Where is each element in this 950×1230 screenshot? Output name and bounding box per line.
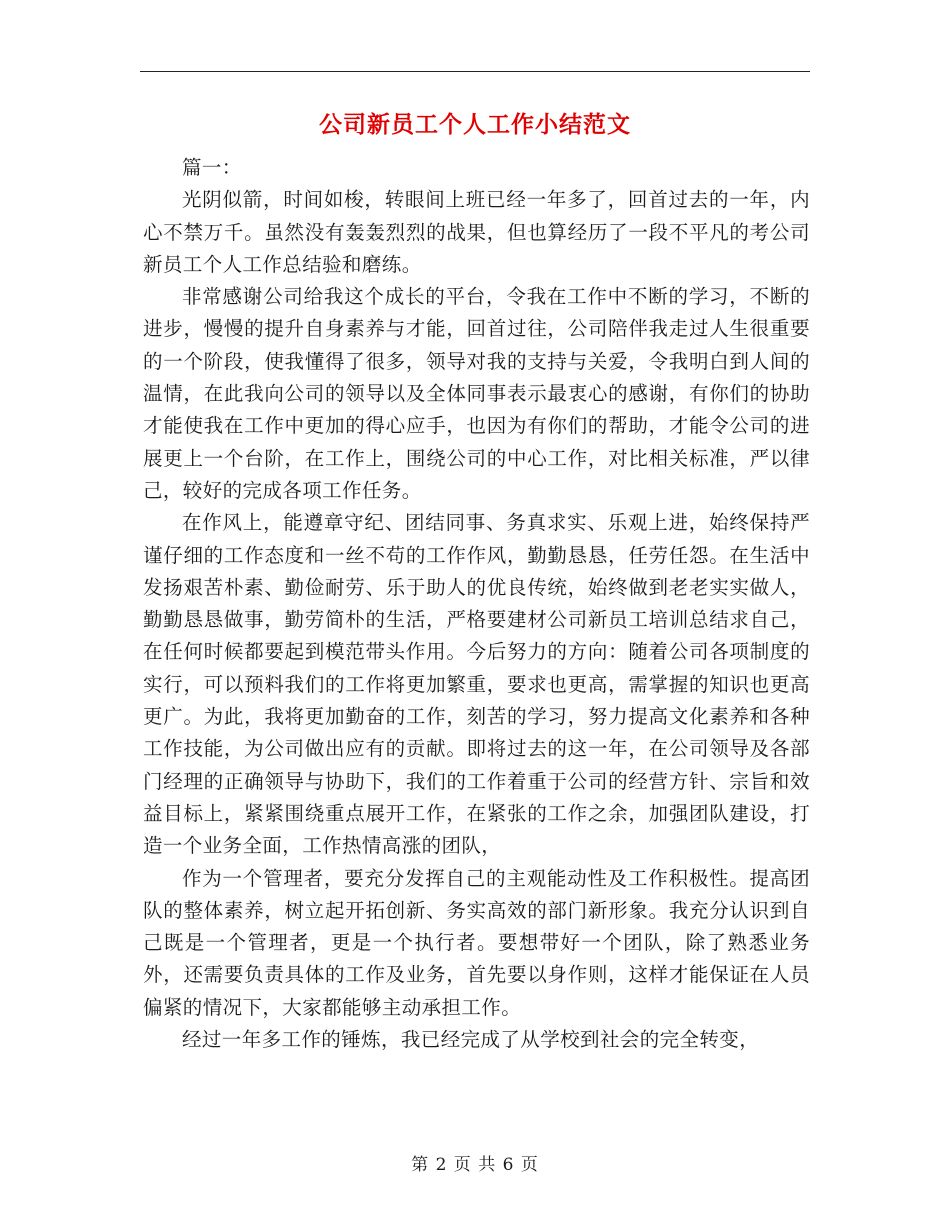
- paragraph: 作为一个管理者，要充分发挥自己的主观能动性及工作积极性。提高团队的整体素养，树立起开拓创新、务实高效的部门新形象。我充分认识到自己既是一个管理者，更是一个执行者。要想带好一个团队，除了熟悉业务外，还需要负责具体的工作及业务，首先要以身作则，这样才能保证在人员偏紧的情况下，大家都能够主动承担工作。: [143, 866, 810, 1019]
- paragraph: 在作风上，能遵章守纪、团结同事、务真求实、乐观上进，始终保持严谨仔细的工作态度和一丝不苟的工作作风，勤勤恳恳，任劳任怨。在生活中发扬艰苦朴素、勤俭耐劳、乐于助人的优良传统，始终做到老老实实做人，勤勤恳恳做事，勤劳简朴的生活，严格要建材公司新员工培训总结求自己，在任何时候都要起到模范带头作用。今后努力的方向：随着公司各项制度的实行，可以预料我们的工作将更加繁重，要求也更高，需掌握的知识也更高更广。为此，我将更加勤奋的工作，刻苦的学习，努力提高文化素养和各种工作技能，为公司做出应有的贡献。即将过去的这一年，在公司领导及各部门经理的正确领导与协助下，我们的工作着重于公司的经营方针、宗旨和效益目标上，紧紧围绕重点展开工作，在紧张的工作之余，加强团队建设，打造一个业务全面，工作热情高涨的团队，: [143, 511, 810, 858]
- paragraph: 光阴似箭，时间如梭，转眼间上班已经一年多了，回首过去的一年，内心不禁万千。虽然没有轰轰烈烈的战果，但也算经历了一段不平凡的考公司新员工个人工作总结验和磨练。: [143, 188, 810, 276]
- header-rule: [140, 71, 810, 72]
- paragraph: 经过一年多工作的锤炼，我已经完成了从学校到社会的完全转变，: [182, 1028, 760, 1052]
- page-number-footer: 第 2 页 共 6 页: [411, 1155, 539, 1175]
- document-title: 公司新员工个人工作小结范文: [319, 111, 631, 138]
- paragraph-section-label: 篇一：: [182, 156, 242, 179]
- document-body: [143, 152, 810, 1056]
- paragraph: 非常感谢公司给我这个成长的平台，令我在工作中不断的学习，不断的进步，慢慢的提升自身素养与才能，回首过往，公司陪伴我走过人生很重要的一个阶段，使我懂得了很多，领导对我的支持与关爱，令我明白到人间的温情，在此我向公司的领导以及全体同事表示最衷心的感谢，有你们的协助才能使我在工作中更加的得心应手，也因为有你们的帮助，才能令公司的进展更上一个台阶，在工作上，围绕公司的中心工作，对比相关标准，严以律己，较好的完成各项工作任务。: [143, 285, 810, 502]
